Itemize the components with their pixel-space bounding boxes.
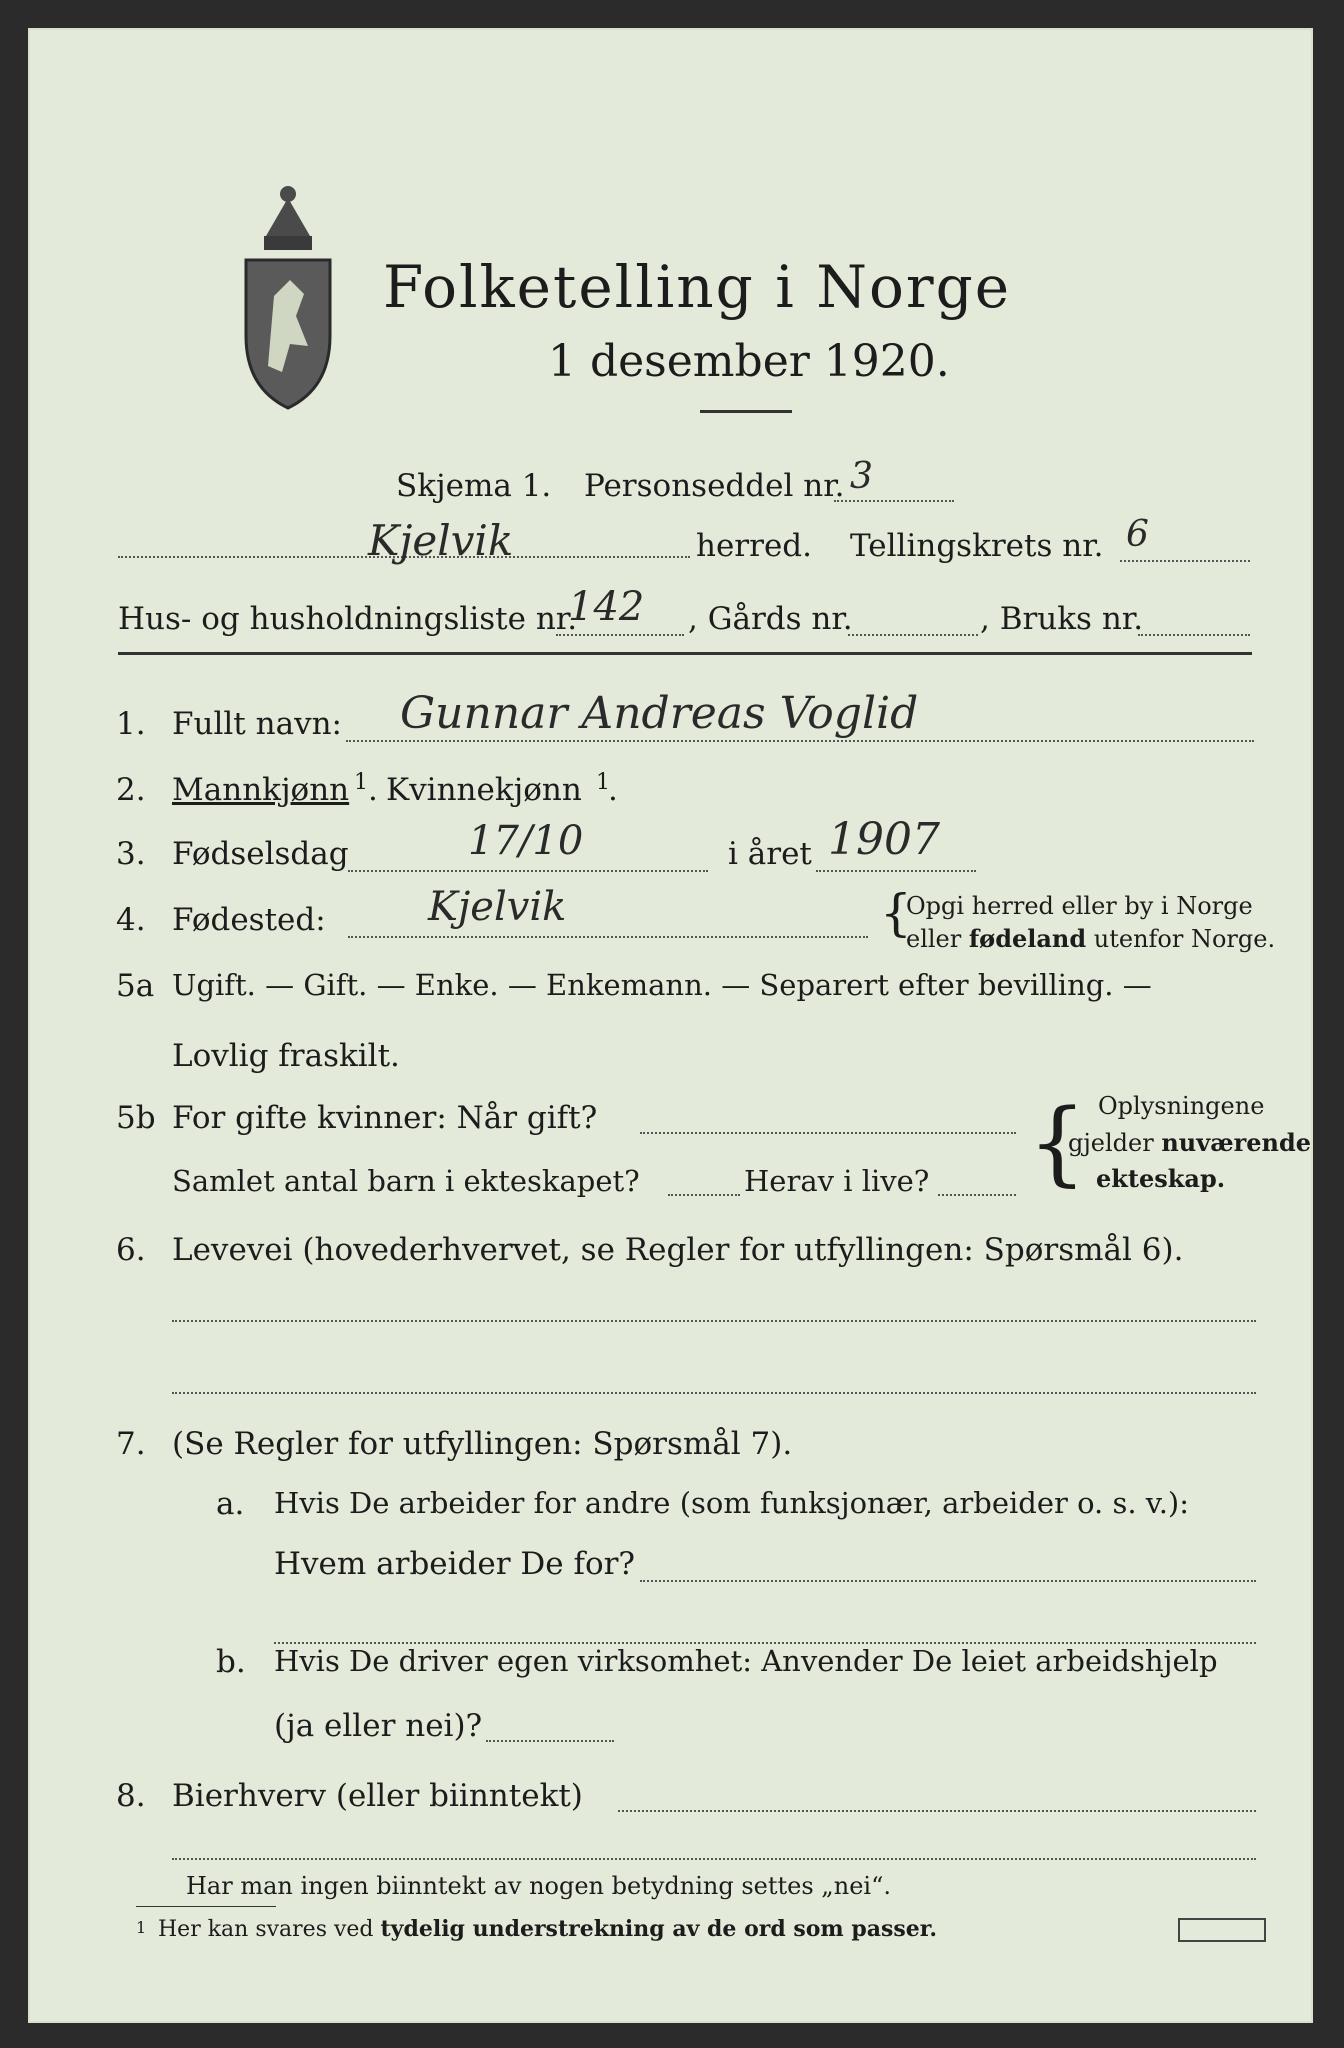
q7b-line2: (ja eller nei)? — [274, 1708, 483, 1744]
tellingskrets-label: Tellingskrets nr. — [850, 528, 1104, 564]
q8-line2 — [172, 1858, 1256, 1860]
q3-line — [348, 870, 708, 872]
q2-female-footnote: 1 — [596, 770, 610, 795]
q3-num: 3. — [116, 836, 146, 872]
header-divider — [118, 652, 1252, 655]
q5b-alive-line — [938, 1194, 1016, 1196]
q2-male: Mannkjønn — [172, 772, 350, 808]
q4-label: Fødested: — [172, 902, 326, 938]
q7-label: (Se Regler for utfyllingen: Spørsmål 7). — [172, 1426, 793, 1462]
census-form — [28, 28, 1313, 2023]
q2-end: . — [608, 772, 618, 808]
q3-year-line — [816, 870, 976, 872]
skjema-label: Skjema 1. — [396, 468, 552, 504]
bruks-line — [1138, 634, 1250, 636]
q5b-line2b: Herav i live? — [744, 1164, 930, 1198]
q8-label: Bierhverv (eller biinntekt) — [172, 1778, 583, 1814]
q1-value: Gunnar Andreas Voglid — [400, 688, 919, 739]
q4-bracket: { — [880, 884, 912, 942]
personseddel-label: Personseddel nr. — [584, 468, 845, 504]
printer-stamp — [1178, 1918, 1266, 1942]
q7-num: 7. — [116, 1426, 146, 1462]
q8-line1 — [618, 1810, 1256, 1812]
q7a-answer-line — [640, 1580, 1256, 1582]
q2-female: Kvinnekjønn — [386, 772, 582, 808]
q7a-line2: Hvem arbeider De for? — [274, 1546, 636, 1582]
q6-line2 — [172, 1392, 1256, 1394]
q8-num: 8. — [116, 1778, 146, 1814]
q3-year-label: i året — [728, 836, 812, 872]
q1-label: Fullt navn: — [172, 706, 342, 742]
husliste-label: Hus- og husholdningsliste nr. — [118, 601, 578, 637]
q7b-line1: Hvis De driver egen virksomhet: Anvender De leiet arbeidshjelp — [274, 1644, 1218, 1678]
q6-label: Levevei (hovederhvervet, se Regler for utfyllingen: Spørsmål 6). — [172, 1232, 1184, 1268]
q4-note-line1: Opgi herred eller by i Norge — [906, 892, 1253, 920]
q3-label: Fødselsdag — [172, 836, 349, 872]
tellingskrets-line — [1120, 560, 1250, 562]
coat-of-arms-icon — [238, 176, 338, 416]
tellingskrets-value: 6 — [1126, 514, 1149, 555]
personseddel-value: 3 — [850, 456, 873, 497]
herred-value: Kjelvik — [368, 516, 514, 565]
census-date: 1 desember 1920. — [548, 336, 950, 387]
q5a-num: 5a — [116, 968, 155, 1004]
q6-num: 6. — [116, 1232, 146, 1268]
husliste-value: 142 — [568, 584, 645, 630]
q5b-num: 5b — [116, 1100, 156, 1136]
biinntekt-note: Har man ingen biinntekt av nogen betydning settes „nei“. — [186, 1872, 891, 1900]
q7a-line1: Hvis De arbeider for andre (som funksjonær, arbeider o. s. v.): — [274, 1486, 1190, 1520]
gards-line — [848, 634, 978, 636]
q5a-line1: Ugift. — Gift. — Enke. — Enkemann. — Separert efter bevilling. — — [172, 968, 1152, 1002]
q5b-note1: Oplysningene — [1098, 1092, 1265, 1120]
q1-num: 1. — [116, 706, 146, 742]
personseddel-line — [834, 500, 954, 502]
bruks-label: , Bruks nr. — [980, 601, 1144, 637]
title-divider — [700, 410, 792, 413]
q5b-label: For gifte kvinner: Når gift? — [172, 1100, 598, 1136]
footnote-mark: 1 — [136, 1918, 147, 1937]
q2-male-footnote: 1 — [354, 770, 368, 795]
q1-line — [346, 740, 1254, 742]
q3-value: 17/10 — [468, 818, 584, 864]
q4-note-line2: eller fødeland utenfor Norge. — [906, 924, 1276, 953]
footnote-text: Her kan svares ved tydelig understrekning av de ord som passer. — [158, 1916, 938, 1942]
q7b-answer-line — [486, 1740, 614, 1742]
q5a-line2: Lovlig fraskilt. — [172, 1038, 400, 1074]
q5b-line1 — [640, 1132, 1016, 1134]
footnote-divider — [136, 1906, 276, 1907]
q5b-note2: gjelder nuværende — [1068, 1128, 1312, 1157]
q7b-label: b. — [216, 1644, 246, 1680]
gards-label: , Gårds nr. — [688, 601, 853, 637]
q7a-label: a. — [216, 1486, 245, 1522]
q4-value: Kjelvik — [428, 884, 567, 930]
q3-year-value: 1907 — [828, 814, 940, 865]
q4-num: 4. — [116, 902, 146, 938]
q5b-bracket: { — [1028, 1089, 1087, 1196]
q5b-line2a: Samlet antal barn i ekteskapet? — [172, 1164, 640, 1198]
husliste-line — [556, 634, 684, 636]
q6-line1 — [172, 1320, 1256, 1322]
page-title: Folketelling i Norge — [383, 253, 1012, 321]
q2-sep: . — [368, 772, 378, 808]
q5b-children-line — [668, 1194, 740, 1196]
q4-line — [348, 936, 868, 938]
q2-num: 2. — [116, 772, 146, 808]
q5b-note3: ekteskap. — [1096, 1164, 1226, 1193]
herred-label: herred. — [696, 528, 812, 564]
